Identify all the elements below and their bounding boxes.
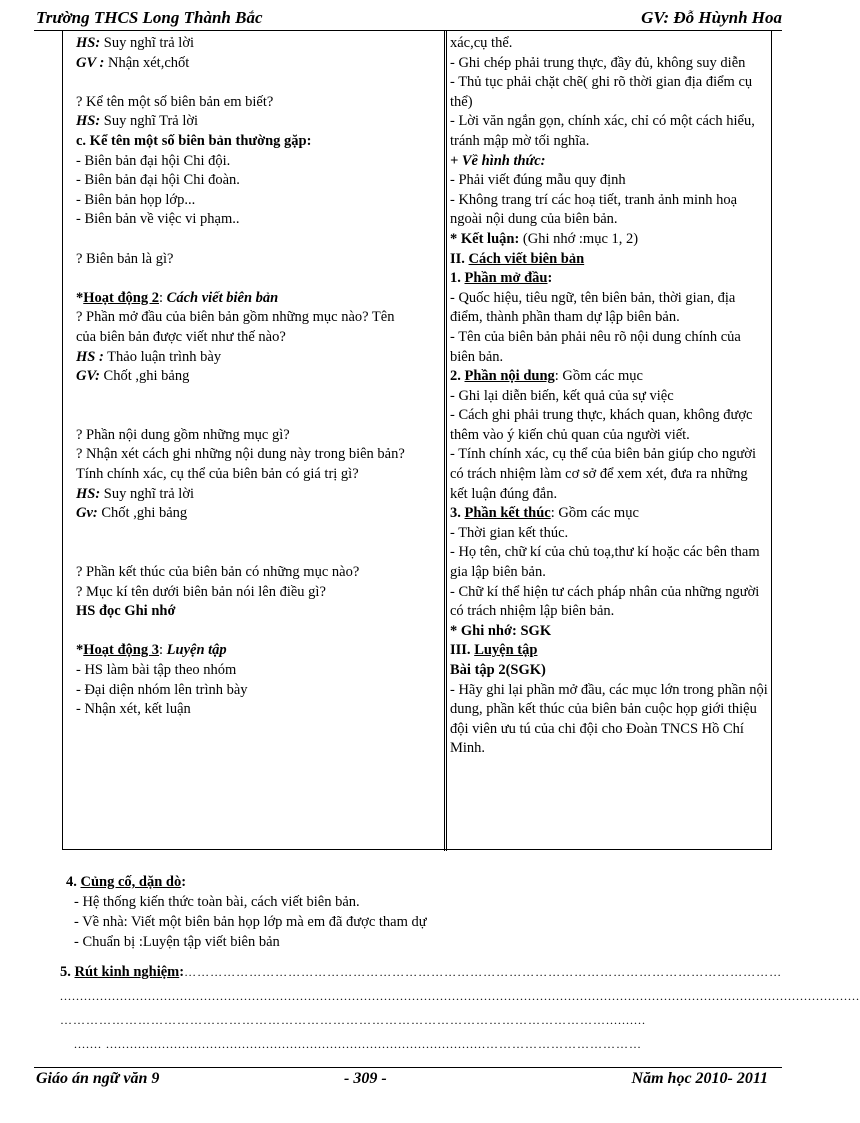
list-item: - Biên bản đại hội Chi đội. — [76, 152, 231, 169]
dotted-line: ........................................................................................................................................................................................................ — [60, 989, 860, 1003]
list-item: - Ghi chép phải trung thực, đầy đủ, không suy diễn — [450, 54, 746, 71]
text: Nhận xét,chốt — [104, 54, 190, 71]
conclusion-label: * Kết luận: — [450, 230, 520, 247]
list-item: - Tên của biên bản phải nêu rõ nội dung chính của biên bản. — [450, 328, 741, 365]
section-number: 4. — [66, 874, 81, 890]
text: : Gồm các mục — [550, 505, 639, 522]
text: Suy nghĩ trả lời — [100, 485, 195, 502]
list-item: - Hệ thống kiến thức toàn bài, cách viết biên bản. — [74, 894, 360, 910]
question: ? Kể tên một số biên bản em biết? — [76, 93, 274, 110]
school-name: Trường THCS Long Thành Bắc — [36, 8, 263, 27]
colon: : — [179, 964, 185, 980]
subsection-title: Phần nội dung — [464, 368, 555, 385]
dotted-line: ………………………………………………………………………………………………………………………… — [184, 965, 783, 979]
section-heading: + Về hình thức: — [450, 152, 546, 169]
experience-section — [60, 962, 860, 1054]
conclusion — [450, 230, 768, 250]
subsection-heading — [450, 504, 768, 524]
section-heading: c. Kể tên một số biên bản thường gặp: — [76, 132, 312, 149]
subject-label: Giáo án ngữ văn 9 — [36, 1070, 160, 1087]
role-label: GV: — [76, 368, 100, 385]
subsection-title: Phần mở đầu — [464, 270, 548, 287]
question: ? Biên bản là gì? — [76, 250, 174, 267]
line — [76, 367, 416, 387]
dotted-line: ....... ...............................................................................................……………………………… — [74, 1037, 642, 1051]
page-header — [34, 8, 782, 30]
colon: : — [159, 642, 167, 659]
activity-title: Luyện tập — [166, 642, 227, 659]
activity-heading — [76, 289, 416, 309]
list-item: - Quốc hiệu, tiêu ngữ, tên biên bản, thời gian, địa điểm, thành phần tham dự lập biên bản. — [450, 289, 736, 326]
activity-label: Hoạt động 3 — [83, 642, 159, 659]
subsection-title: Phần kết thúc — [464, 505, 551, 522]
section-number: 5. — [60, 964, 75, 980]
line — [76, 504, 416, 524]
left-column — [76, 34, 416, 720]
role-label: GV : — [76, 54, 105, 71]
activity-label: Hoạt động 2 — [83, 289, 159, 306]
school-year: Năm học 2010- 2011 — [631, 1070, 768, 1087]
role-label: HS: — [76, 485, 101, 502]
section-title: Rút kinh nghiệm — [74, 964, 180, 980]
wrap-up-section — [66, 872, 766, 952]
section-title: Luyện tập — [474, 642, 538, 659]
list-item: - Biên bản về việc vi phạm.. — [76, 211, 240, 228]
colon: : — [181, 874, 187, 890]
list-item: - Phải viết đúng mẫu quy định — [450, 172, 626, 189]
section-title: Củng cố, dặn dò — [80, 874, 182, 890]
role-label: HS : — [76, 348, 104, 365]
activity-title: Cách viết biên bản — [166, 289, 279, 306]
star: * — [76, 289, 84, 306]
list-item: - Cách ghi phải trung thực, khách quan, không được thêm vào ý kiến chủ quan của người viết. — [450, 407, 753, 443]
exercise-title: Bài tập 2(SGK) — [450, 662, 546, 678]
question: ? Nhận xét cách ghi những nội dung này trong biên bản? Tính chính xác, cụ thể của biên bản có giá trị gì? — [76, 446, 405, 483]
text: : Gồm các mục — [554, 368, 643, 385]
subsection-number: 1. — [450, 270, 465, 287]
question: ? Phần kết thúc của biên bản có những mục nào? — [76, 564, 360, 581]
list-item: - Lời văn ngắn gọn, chính xác, chỉ có một cách hiểu, tránh mập mờ tối nghĩa. — [450, 113, 755, 149]
note: * Ghi nhớ: SGK — [450, 622, 552, 639]
text: (Ghi nhớ :mục 1, 2) — [519, 230, 639, 247]
list-item: xác,cụ thể. — [450, 35, 513, 51]
list-item: - Chữ kí thể hiện tư cách pháp nhân của những người có trách nhiệm lập biên bản. — [450, 583, 760, 620]
list-item: - Thủ tục phải chặt chẽ( ghi rõ thời gian địa điểm cụ thể) — [450, 74, 753, 110]
list-item: - Đại diện nhóm lên trình bày — [76, 681, 248, 698]
line — [76, 54, 416, 74]
section-heading — [450, 641, 768, 661]
footer-rule — [34, 1067, 782, 1068]
section-number: III. — [450, 642, 475, 659]
list-item: - Hãy ghi lại phần mở đầu, các mục lớn trong phần nội dung, phần kết thúc của biên bản cuộc họp giới thiệu đội viên ưu tú của chi đội cho Đoàn TNCS Hồ Chí Minh. — [450, 681, 768, 757]
activity-heading — [76, 641, 416, 661]
text: Thảo luận trình bày — [103, 348, 222, 365]
list-item: - Không trang trí các hoạ tiết, tranh ảnh minh hoạ ngoài nội dung của biên bản. — [450, 191, 738, 228]
list-item: - Nhận xét, kết luận — [76, 701, 191, 718]
list-item: - HS làm bài tập theo nhóm — [76, 662, 237, 678]
right-column — [450, 34, 768, 759]
section-heading — [450, 250, 768, 270]
list-item: - Tính chính xác, cụ thể của biên bản giúp cho người có trách nhiệm làm cơ sở để xem xét, đưa ra những kết luận đúng đắn. — [450, 446, 756, 502]
subsection-number: 2. — [450, 368, 465, 385]
column-divider — [444, 31, 447, 851]
section-heading — [66, 872, 766, 892]
text: Suy nghĩ Trả lời — [100, 113, 199, 130]
list-item: - Biên bản họp lớp... — [76, 191, 196, 208]
subsection-number: 3. — [450, 505, 465, 522]
question: ? Phần nội dung gồm những mục gì? — [76, 426, 290, 443]
dotted-line: ……………………………………………………………………………………………………………….......... — [60, 1013, 646, 1027]
subsection-heading — [450, 367, 768, 387]
section-title: Cách viết biên bản — [468, 250, 585, 267]
instruction: HS đọc Ghi nhớ — [76, 603, 176, 620]
role-label: HS: — [76, 113, 101, 130]
text: Suy nghĩ trả lời — [100, 35, 195, 51]
list-item: - Biên bản đại hội Chi đoàn. — [76, 172, 240, 189]
list-item: - Ghi lại diễn biến, kết quả của sự việc — [450, 387, 674, 404]
subsection-heading: 1. Phần mở đầu: — [450, 270, 553, 287]
section-heading — [60, 962, 783, 982]
teacher-name: GV: Đỗ Hùynh Hoa — [641, 8, 782, 27]
line — [76, 348, 416, 368]
text: Chốt ,ghi bảng — [97, 505, 188, 522]
line — [76, 485, 416, 505]
list-item: - Thời gian kết thúc. — [450, 524, 569, 541]
section-number: II. — [450, 250, 469, 267]
list-item: - Chuẩn bị :Luyện tập viết biên bản — [74, 934, 280, 950]
list-item: - Họ tên, chữ kí của chủ toạ,thư kí hoặc các bên tham gia lập biên bản. — [450, 544, 760, 581]
page-number: - 309 - — [344, 1070, 387, 1087]
question: ? Mục kí tên dưới biên bản nói lên điều gì? — [76, 583, 326, 600]
role-label: Gv: — [76, 505, 98, 522]
line — [76, 112, 416, 132]
star: * — [76, 642, 84, 659]
text: Chốt ,ghi bảng — [99, 368, 190, 385]
list-item: - Về nhà: Viết một biên bản họp lớp mà em đã được tham dự — [74, 914, 427, 930]
colon: : — [159, 289, 167, 306]
role-label: HS: — [76, 35, 101, 51]
line — [76, 34, 416, 54]
question: ? Phần mở đầu của biên bản gồm những mục nào? Tên của biên bản được viết như thế nào? — [76, 309, 395, 345]
